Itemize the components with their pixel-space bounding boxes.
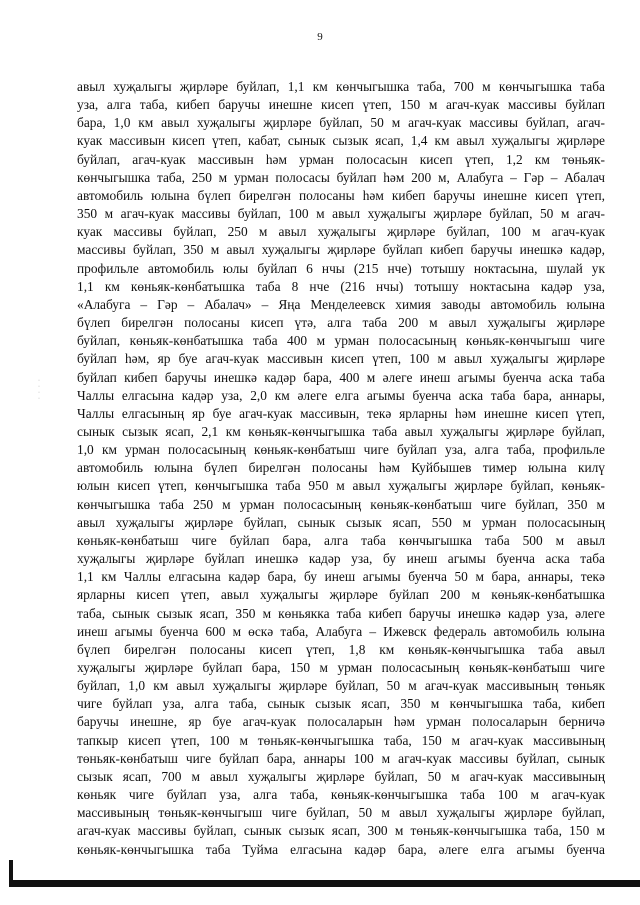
text-line: инеш агымы буенча 600 м өскә таба, Алабуга – Ижевск федераль автомобиль юлына (77, 623, 605, 639)
text-line: буйлап, көньяк-көнбатышка таба 400 м урман полосасының көньяк-көнчыгыш чиге (77, 333, 605, 349)
text-line: көньяк чиге буйлап уза, алга таба, көньяк-көнчыгышка таба 100 м агач-куак (77, 787, 605, 803)
text-line: Чаллы елгасының яр буе агач-куак массивын, текә ярларны һәм инешне кисеп үтеп, (77, 405, 605, 421)
text-line: куак массивын кисеп үтеп, кабат, сынык сызык ясап, 1,4 км авыл хуҗалыгы җирләре (77, 133, 605, 149)
text-line: ярларны кисеп үтеп, авыл хуҗалыгы җирләре буйлап 200 м көньяк-көнбатышка (77, 587, 605, 603)
text-line: куак массивы буйлап, 250 м авыл хуҗалыгы җирләре буйлап, 100 м агач-куак (77, 224, 605, 240)
text-line: буйлап кибеп баручы инешкә кадәр бара, 400 м әлеге инеш агымы буенча аска таба (77, 369, 605, 385)
page-number: 9 (317, 31, 323, 43)
text-line: сызык ясап, 700 м авыл хуҗалыгы җирләре буйлап, 50 м агач-куак массивының (77, 768, 605, 784)
text-line: 1,1 км Чаллы елгасына кадәр бара, бу инеш агымы буенча 50 м бара, аннары, текә (77, 569, 605, 585)
text-line: уза, алга таба, кибеп баручы инешне кисеп үтеп, 150 м агач-куак массивы буйлап (77, 97, 605, 113)
text-line: агач-куак массивы буйлап, сынык сызык ясап, 300 м төньяк-көнчыгышка таба, 150 м (77, 823, 605, 839)
text-line: сынык сызык ясап, 2,1 км көньяк-көнчыгышка таба авыл хуҗалыгы җирләре буйлап, (77, 423, 605, 439)
text-line: хуҗалыгы җирләре буйлап бара, 150 м урман полосасының көньяк-көнбатыш чиге (77, 660, 605, 675)
margin-scan-marks: · · · · (38, 378, 40, 402)
text-line: автомобиль юлына бүлеп бирелгән полосаны һәм Куйбышев тимер юлына килү (77, 460, 605, 476)
text-line: массивының төньяк-көнчыгыш чиге буйлап, 50 м авыл хуҗалыгы җирләре буйлап, (77, 805, 605, 821)
text-line: көнчыгышка таба 250 м урман полосасының көньяк-көнбатыш чиге буйлап, 350 м (77, 496, 605, 512)
text-line: төньяк-көнбатыш чиге буйлап бара, аннары 100 м агач-куак массивы буйлап, сынык (77, 750, 605, 766)
text-line: «Алабуга – Гәр – Абалач» – Яңа Менделеевск химия заводы автомобиль юлына (77, 296, 605, 312)
text-line: хуҗалыгы җирләре буйлап инешкә кадәр уза, бу инеш агымы буенча аска таба (77, 551, 605, 567)
text-line: бүлеп бирелгән полосаны кисеп үтә, алга таба 200 м авыл хуҗалыгы җирләре (77, 315, 605, 331)
text-line: чиге буйлап уза, алга таба, сынык сызык ясап, 350 м көнчыгышка таба, кибеп (77, 696, 605, 712)
text-line: авыл хуҗалыгы җирләре буйлап, 1,1 км көнчыгышка таба, 700 м көнчыгышка таба (77, 79, 605, 94)
text-line: көньяк-көнбатыш чиге буйлап бара, алга таба көнчыгышка таба 500 м авыл (77, 532, 605, 548)
text-line: 1,1 км көньяк-көнбатышка таба 8 нче (216 нчы) тотышу ноктасына кадәр уза, (77, 278, 605, 294)
text-line: баручы инешне, яр буе агач-куак полосаларын һәм урман полосаларын берничә (77, 714, 605, 730)
body-text (77, 78, 605, 859)
text-line: 1,0 км урман полосасының көньяк-көнбатыш чиге буйлап уза, алга таба, профильле (77, 442, 605, 458)
text-line: таба, сынык сызык ясап, 350 м көньякка таба кибеп баручы инешкә кадәр уза, әлеге (77, 605, 605, 621)
text-line: көньяк-көнчыгышка таба Туйма елгасына кадәр бара, әлеге елга агымы буенча (77, 841, 605, 857)
text-line: тапкыр кисеп үтеп, 100 м төньяк-көнчыгышка таба, 150 м агач-куак массивының (77, 732, 605, 748)
text-line: автомобиль юлына бүлеп бирелгән полосаны һәм кибеп баручы инешне кисеп үтеп, (77, 187, 605, 203)
text-line: массивы буйлап, 350 м авыл хуҗалыгы җирләре буйлап кибеп баручы инешкә кадәр, (77, 242, 605, 258)
text-line: буйлап, агач-куак массивын һәм урман полосасын кисеп үтеп, 1,2 км төньяк- (77, 151, 605, 167)
text-line: профильле автомобиль юлы буйлап 6 нчы (215 нче) тотышу ноктасына, шулай ук (77, 260, 605, 276)
text-line: буйлап, 1,0 км авыл хуҗалыгы җирләре буйлап, 50 м агач-куак массивының төньяк (77, 678, 605, 694)
scan-edge-bottom (9, 880, 640, 887)
text-line: Чаллы елгасына кадәр уза, 2,0 км әлеге елга агымы буенча аска таба бара, аннары, (77, 387, 605, 403)
text-line: көнчыгышка таба, 250 м урман полосасы буйлап һәм 200 м, Алабуга – Гәр – Абалач (77, 169, 605, 185)
text-line: авыл хуҗалыгы җирләре буйлап, сынык сызык ясап, 550 м урман полосасының (77, 514, 605, 530)
text-line: юлын кисеп үтеп, көнчыгышка таба 950 м авыл хуҗалыгы җирләре буйлап, көньяк- (77, 478, 605, 494)
text-line: бара, 1,0 км авыл хуҗалыгы җирләре буйлап, 50 м агач-куак массивы буйлап, агач- (77, 115, 605, 131)
text-line: 350 м агач-куак массивы буйлап, 100 м авыл хуҗалыгы җирләре буйлап, 50 м агач- (77, 206, 605, 222)
text-line: буйлап һәм, яр буе агач-куак массивын кисеп үтеп, 100 м авыл хуҗалыгы җирләре (77, 351, 605, 367)
text-line: бүлеп бирелгән полосаны кисеп үтеп, 1,8 км көньяк-көнчыгышка таба авыл (77, 641, 605, 657)
